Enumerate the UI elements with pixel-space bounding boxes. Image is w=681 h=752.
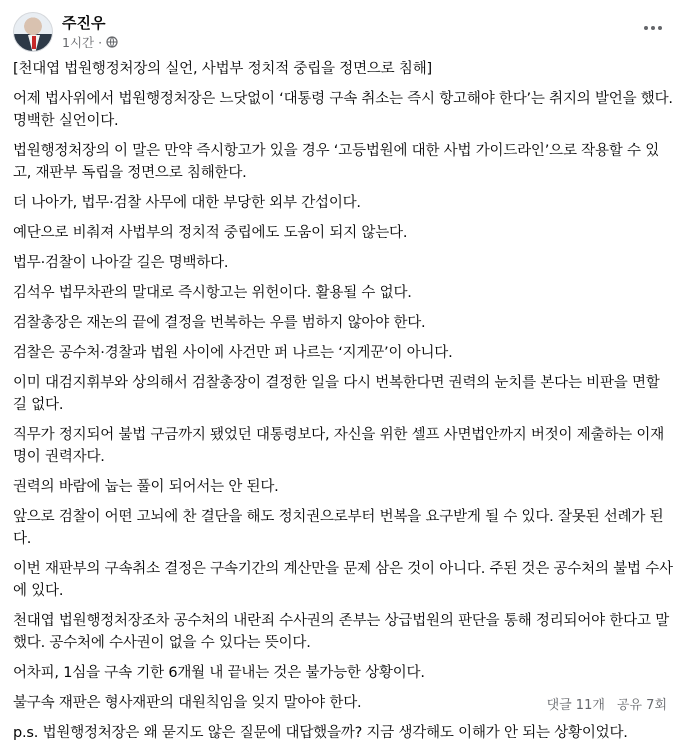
avatar[interactable] — [13, 12, 53, 52]
post-footer — [547, 694, 667, 713]
post-paragraph: p.s. 법원행정처장은 왜 묻지도 않은 질문에 대답했을까? 지금 생각해도 이해가 안 되는 상황이었다. — [13, 725, 628, 741]
post-meta — [62, 33, 118, 51]
post-paragraph: 법무·검찰이 나아갈 길은 명백하다. — [13, 255, 229, 271]
post-time[interactable]: 1시간 · — [62, 35, 103, 50]
dot — [644, 26, 648, 30]
dot — [651, 26, 655, 30]
post-paragraph: 이미 대검지휘부와 상의해서 검찰총장이 결정한 일을 다시 번복한다면 권력의 눈치를 본다는 비판을 면할 길 없다. — [13, 375, 660, 413]
more-options-icon[interactable] — [640, 18, 666, 38]
author-name[interactable]: 주진우 — [62, 14, 106, 32]
shares-count[interactable]: 공유 7회 — [616, 698, 667, 713]
post-paragraph: 천대엽 법원행정처장조차 공수처의 내란죄 수사권의 존부는 상급법원의 판단을 통해 정리되어야 한다고 말했다. 공수처에 수사권이 없을 수 있다는 뜻이다. — [13, 613, 670, 651]
post-body — [13, 58, 673, 752]
comments-count[interactable]: 댓글 11개 — [546, 698, 605, 713]
post-header — [13, 12, 668, 52]
post-title: [천대엽 법원행정처장의 실언, 사법부 정치적 중립을 정면으로 침해] — [13, 61, 432, 77]
post-paragraph: 직무가 정지되어 불법 구금까지 됐었던 대통령보다, 자신을 위한 셀프 사면법안까지 버젓이 제출하는 이재명이 권력자다. — [13, 427, 665, 465]
post-paragraph: 어제 법사위에서 법원행정처장은 느닷없이 ‘대통령 구속 취소는 즉시 항고해야 한다’는 취지의 발언을 했다. 명백한 실언이다. — [13, 91, 673, 129]
post-paragraph: 법원행정처장의 이 말은 만약 즉시항고가 있을 경우 ‘고등법원에 대한 사법 가이드라인’으로 작용할 수 있고, 재판부 독립을 정면으로 침해한다. — [13, 143, 660, 181]
post-paragraph: 김석우 법무차관의 말대로 즉시항고는 위헌이다. 활용될 수 없다. — [13, 285, 412, 301]
avatar-tie — [32, 36, 36, 49]
post-paragraph: 더 나아가, 법무·검찰 사무에 대한 부당한 외부 간섭이다. — [13, 195, 361, 211]
post-paragraph: 어차피, 1심을 구속 기한 6개월 내 끝내는 것은 불가능한 상황이다. — [13, 665, 425, 681]
dot — [658, 26, 662, 30]
globe-icon — [106, 36, 118, 48]
post-paragraph: 검찰총장은 재논의 끝에 결정을 번복하는 우를 범하지 않아야 한다. — [13, 315, 426, 331]
post-paragraph: 이번 재판부의 구속취소 결정은 구속기간의 계산만을 문제 삼은 것이 아니다. 주된 것은 공수처의 불법 수사에 있다. — [13, 561, 673, 599]
post-paragraph: 예단으로 비춰져 사법부의 정치적 중립에도 도움이 되지 않는다. — [13, 225, 408, 241]
post-paragraph: 불구속 재판은 형사재판의 대원칙임을 잊지 말아야 한다. — [13, 695, 362, 711]
post-paragraph: 권력의 바람에 눕는 풀이 되어서는 안 된다. — [13, 479, 279, 495]
post-paragraph: 검찰은 공수처·경찰과 법원 사이에 사건만 퍼 나르는 ‘지게꾼’이 아니다. — [13, 345, 453, 361]
post-paragraph: 앞으로 검찰이 어떤 고뇌에 찬 결단을 해도 정치권으로부터 번복을 요구받게 될 수 있다. 잘못된 선례가 된다. — [13, 509, 664, 547]
